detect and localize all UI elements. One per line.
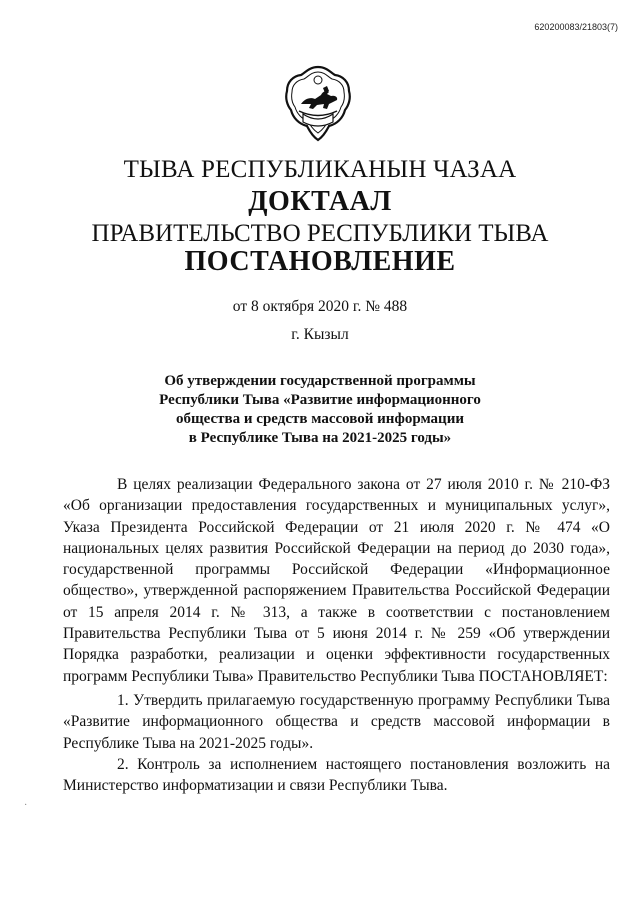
russian-government-title: ПРАВИТЕЛЬСТВО РЕСПУБЛИКИ ТЫВА (91, 220, 549, 247)
tuvan-decree-title: ДОКТААЛ (248, 186, 392, 217)
russian-decree-title: ПОСТАНОВЛЕНИЕ (184, 246, 456, 277)
decree-subject (0, 372, 640, 448)
tuvan-government-title: ТЫВА РЕСПУБЛИКАНЫН ЧАЗАА (123, 156, 517, 183)
margin-mark: · (24, 800, 28, 811)
subject-line: Об утверждении государственной программы (164, 373, 476, 389)
document-number: 620200083/21803(7) (534, 22, 618, 32)
decree-item-2: 2. Контроль за исполнением настоящего постановления возложить на Министерство информатизации и связи Республики Тыва. (63, 756, 610, 795)
tuva-coat-of-arms-emblem (283, 64, 353, 142)
subject-line: общества и средств массовой информации (176, 411, 464, 427)
issue-city: г. Кызыл (291, 326, 349, 343)
decree-item-1: 1. Утвердить прилагаемую государственную программу Республики Тыва «Развитие информационного общества и средств массовой информации в Республике Тыва на 2021-2025 годы». (63, 692, 610, 752)
decree-date-number: от 8 октября 2020 г. № 488 (232, 298, 408, 315)
subject-line: в Республике Тыва на 2021-2025 годы» (188, 430, 452, 446)
preamble-paragraph: В целях реализации Федерального закона от 27 июля 2010 г. № 210-ФЗ «Об организации предоставления государственных и муниципальных услуг», Указа Президента Российской Федерации от 21 июля 2020 г. № 474 «О национальных целях развития Российской Федерации на период до 2030 года», государственной программы Российской Федерации «Информационное общество», утвержденной распоряжением Правительства Российской Федерации от 15 апреля 2014 г. № 313, а также в соответствии с постановлением Правительства Республики Тыва от 5 июня 2014 г. № 259 «Об утверждении Порядка разработки, реализации и оценки эффективности государственных программ Республики Тыва» Правительство Республики Тыва ПОСТАНОВЛЯЕТ: (63, 476, 610, 685)
subject-line: Республики Тыва «Развитие информационного (159, 392, 481, 408)
